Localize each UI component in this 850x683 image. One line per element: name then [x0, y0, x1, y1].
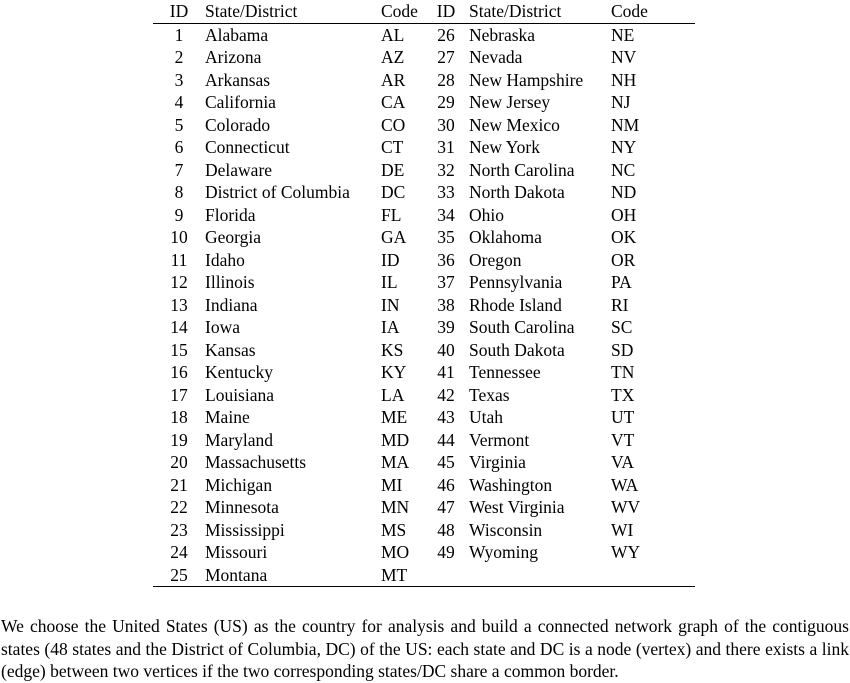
right-id-cell: 26	[437, 24, 455, 45]
right-state-cell: Vermont	[469, 429, 530, 450]
right-id-cell: 28	[437, 69, 455, 90]
right-state-cell: Tennessee	[469, 362, 541, 382]
header-code-right: Code	[611, 1, 648, 21]
header-state-left: State/District	[205, 1, 298, 21]
table-header	[153, 0, 695, 23]
table-row	[153, 23, 695, 46]
right-code-cell: NH	[611, 69, 637, 90]
left-id-cell: 10	[170, 227, 188, 247]
table-row	[153, 451, 695, 474]
right-state-cell: Rhode Island	[469, 294, 562, 315]
left-code-cell: AL	[381, 24, 405, 45]
right-id-cell: 39	[437, 317, 455, 337]
right-id-cell: 47	[437, 497, 455, 517]
left-state-cell: Minnesota	[205, 497, 279, 517]
right-id-cell: 38	[437, 294, 455, 315]
right-id-cell: 43	[437, 407, 455, 427]
left-code-cell: MD	[381, 429, 410, 450]
right-code-cell: SD	[611, 339, 634, 360]
left-code-cell: CO	[381, 114, 406, 135]
header-id-right: ID	[436, 1, 456, 21]
left-id-cell: 3	[174, 69, 184, 90]
left-code-cell: AZ	[381, 47, 405, 67]
left-state-cell: Idaho	[205, 249, 245, 270]
right-state-cell: South Dakota	[469, 339, 565, 360]
right-id-cell: 48	[437, 519, 455, 540]
table-row	[153, 474, 695, 497]
right-code-cell: NM	[611, 114, 640, 135]
right-code-cell: VA	[611, 452, 635, 472]
table-row	[153, 406, 695, 429]
right-id-cell: 40	[437, 339, 455, 360]
right-code-cell: NY	[611, 137, 637, 157]
table-row	[153, 204, 695, 227]
left-id-cell: 21	[170, 474, 188, 495]
right-state-cell: New Mexico	[469, 114, 560, 135]
table-row	[153, 226, 695, 249]
left-id-cell: 22	[170, 497, 188, 517]
right-code-cell: TX	[611, 384, 635, 405]
right-state-cell: Oklahoma	[469, 227, 542, 247]
left-code-cell: LA	[381, 384, 405, 405]
left-state-cell: Arkansas	[205, 69, 271, 90]
table-row	[153, 564, 695, 587]
right-code-cell: WV	[611, 497, 641, 517]
left-state-cell: District of Columbia	[205, 182, 350, 202]
right-id-cell: 31	[437, 137, 455, 157]
header-state-right: State/District	[469, 1, 562, 21]
table-row	[153, 519, 695, 542]
right-state-cell: Nevada	[469, 47, 523, 67]
table-row	[153, 339, 695, 362]
table-row	[153, 181, 695, 204]
right-state-cell: Wisconsin	[469, 519, 543, 540]
right-state-cell: South Carolina	[469, 317, 575, 337]
header-row	[153, 0, 695, 23]
right-id-cell: 41	[437, 362, 455, 382]
right-state-cell: Washington	[469, 474, 553, 495]
left-state-cell: Kentucky	[205, 362, 274, 382]
left-code-cell: FL	[381, 204, 402, 225]
right-code-cell: UT	[611, 407, 635, 427]
right-code-cell: OH	[611, 204, 637, 225]
table-row	[153, 114, 695, 137]
right-state-cell: Oregon	[469, 249, 522, 270]
left-id-cell: 18	[170, 407, 188, 427]
left-state-cell: Montana	[205, 564, 268, 585]
right-code-cell: NE	[611, 24, 635, 45]
table-row	[153, 271, 695, 294]
left-code-cell: AR	[381, 69, 406, 90]
right-code-cell: WY	[611, 542, 641, 562]
right-code-cell: NV	[611, 47, 637, 67]
right-id-cell: 49	[437, 542, 455, 562]
left-id-cell: 23	[170, 519, 188, 540]
right-code-cell: SC	[611, 317, 633, 337]
left-id-cell: 19	[170, 429, 188, 450]
right-state-cell: West Virginia	[469, 497, 565, 517]
left-id-cell: 1	[174, 24, 184, 45]
header-code-left: Code	[381, 1, 418, 21]
left-code-cell: MT	[381, 564, 408, 585]
left-id-cell: 12	[170, 272, 188, 292]
left-state-cell: Delaware	[205, 159, 273, 180]
left-state-cell: California	[205, 92, 276, 112]
right-code-cell: TN	[611, 362, 635, 382]
left-id-cell: 2	[174, 47, 184, 67]
left-id-cell: 9	[174, 204, 184, 225]
left-state-cell: Massachusetts	[205, 452, 307, 472]
left-state-cell: Colorado	[205, 114, 271, 135]
left-state-cell: Maryland	[205, 429, 274, 450]
left-code-cell: CA	[381, 92, 406, 112]
right-state-cell: North Carolina	[469, 159, 575, 180]
right-state-cell: Pennsylvania	[469, 272, 563, 292]
table-body	[153, 23, 695, 587]
left-state-cell: Illinois	[205, 272, 255, 292]
left-id-cell: 7	[174, 159, 184, 180]
left-code-cell: DE	[381, 159, 405, 180]
right-id-cell: 36	[437, 249, 455, 270]
left-id-cell: 25	[170, 564, 188, 585]
left-id-cell: 8	[174, 182, 184, 202]
left-state-cell: Florida	[205, 204, 256, 225]
left-state-cell: Connecticut	[205, 137, 290, 157]
right-code-cell: NC	[611, 159, 636, 180]
states-table	[153, 0, 695, 587]
right-id-cell	[423, 564, 469, 587]
right-state-cell: New Jersey	[469, 92, 551, 112]
left-id-cell: 13	[170, 294, 188, 315]
right-state-cell: Ohio	[469, 204, 504, 225]
left-id-cell: 11	[170, 249, 188, 270]
table-row	[153, 496, 695, 519]
right-code-cell: PA	[611, 272, 632, 292]
left-state-cell: Mississippi	[205, 519, 285, 540]
right-state-cell: Wyoming	[469, 542, 538, 562]
right-state-cell: North Dakota	[469, 182, 565, 202]
left-state-cell: Georgia	[205, 227, 262, 247]
right-id-cell: 34	[437, 204, 455, 225]
left-id-cell: 20	[170, 452, 188, 472]
table-row	[153, 361, 695, 384]
left-state-cell: Arizona	[205, 47, 262, 67]
table-row	[153, 429, 695, 452]
left-code-cell: MN	[381, 497, 410, 517]
left-state-cell: Michigan	[205, 474, 273, 495]
left-id-cell: 17	[170, 384, 188, 405]
left-code-cell: MA	[381, 452, 410, 472]
right-code-cell: RI	[611, 294, 629, 315]
table-row	[153, 91, 695, 114]
right-code-cell: OR	[611, 249, 636, 270]
left-state-cell: Indiana	[205, 294, 258, 315]
right-id-cell: 37	[437, 272, 455, 292]
right-id-cell: 44	[437, 429, 455, 450]
right-state-cell: Utah	[469, 407, 504, 427]
right-state-cell: Nebraska	[469, 24, 536, 45]
table-row	[153, 541, 695, 564]
states-table-container	[153, 0, 695, 587]
left-code-cell: MO	[381, 542, 410, 562]
left-id-cell: 6	[174, 137, 184, 157]
right-code-cell: WA	[611, 474, 639, 495]
left-id-cell: 24	[170, 542, 188, 562]
right-code-cell: ND	[611, 182, 637, 202]
left-code-cell: MI	[381, 474, 403, 495]
left-code-cell: ID	[381, 249, 400, 270]
header-id-left: ID	[169, 1, 189, 21]
left-id-cell: 15	[170, 339, 188, 360]
right-code-cell: NJ	[611, 92, 631, 112]
left-state-cell: Iowa	[205, 317, 240, 337]
body-paragraph: We choose the United States (US) as the country for analysis and build a connected network graph of the contiguous states (48 states and the District of Columbia, DC) of the US: each state and DC is a node (vertex) and there exists a link (edge) between two vertices if the two corresponding states/DC share a common border.	[1, 616, 849, 681]
left-code-cell: KY	[381, 362, 407, 382]
left-code-cell: IL	[381, 272, 398, 292]
right-id-cell: 27	[437, 47, 455, 67]
right-code-cell: OK	[611, 227, 637, 247]
table-row	[153, 294, 695, 317]
right-id-cell: 30	[437, 114, 455, 135]
left-code-cell: DC	[381, 182, 406, 202]
right-id-cell: 46	[437, 474, 455, 495]
table-row	[153, 249, 695, 272]
table-row	[153, 69, 695, 92]
left-state-cell: Kansas	[205, 339, 256, 360]
left-id-cell: 14	[170, 317, 188, 337]
left-id-cell: 4	[174, 92, 184, 112]
right-code-cell: VT	[611, 429, 635, 450]
left-code-cell: GA	[381, 227, 407, 247]
right-state-cell	[469, 564, 611, 587]
right-id-cell: 29	[437, 92, 455, 112]
right-id-cell: 42	[437, 384, 455, 405]
right-id-cell: 35	[437, 227, 455, 247]
left-state-cell: Missouri	[205, 542, 268, 562]
table-row	[153, 136, 695, 159]
right-state-cell: New Hampshire	[469, 69, 584, 90]
left-code-cell: ME	[381, 407, 408, 427]
left-state-cell: Louisiana	[205, 384, 275, 405]
right-state-cell: Virginia	[469, 452, 526, 472]
left-state-cell: Maine	[205, 407, 250, 427]
left-id-cell: 5	[174, 114, 184, 135]
right-id-cell: 45	[437, 452, 455, 472]
right-id-cell: 32	[437, 159, 455, 180]
right-state-cell: Texas	[469, 384, 510, 405]
right-id-cell: 33	[437, 182, 455, 202]
table-row	[153, 159, 695, 182]
table-row	[153, 316, 695, 339]
right-code-cell: WI	[611, 519, 634, 540]
left-code-cell: IA	[381, 317, 400, 337]
left-code-cell: CT	[381, 137, 404, 157]
left-code-cell: MS	[381, 519, 407, 540]
right-state-cell: New York	[469, 137, 540, 157]
left-code-cell: IN	[381, 294, 400, 315]
table-row	[153, 384, 695, 407]
right-code-cell	[611, 564, 695, 587]
left-id-cell: 16	[170, 362, 188, 382]
left-code-cell: KS	[381, 339, 404, 360]
left-state-cell: Alabama	[205, 24, 269, 45]
table-row	[153, 46, 695, 69]
